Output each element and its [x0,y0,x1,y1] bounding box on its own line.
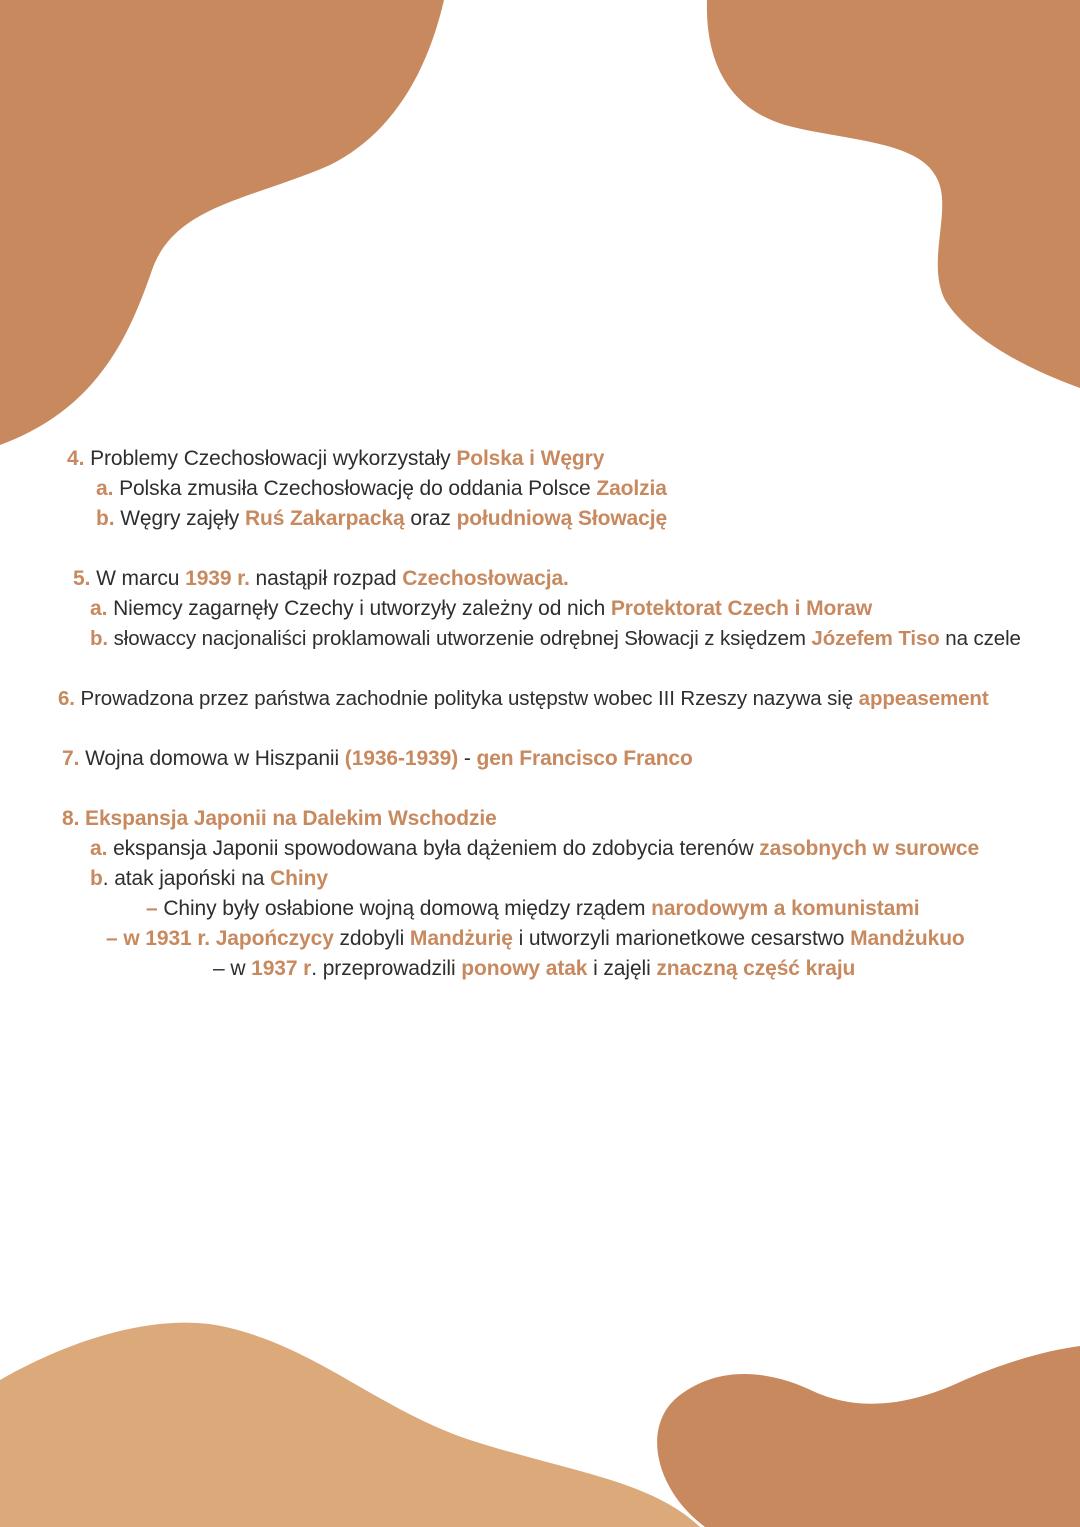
highlight: narodowym a komunistami [651,897,920,920]
text: Niemcy zagarnęły Czechy i utworzyły zależny od nich [107,597,611,620]
highlight: znaczną część kraju [656,957,856,980]
point-5b [90,624,1021,654]
point-8b-dash-3 [213,954,855,984]
highlight: Ruś Zakarpacką [244,507,405,530]
text: Chiny były osłabione wojną domową między rządem [157,897,652,920]
highlight: ponowy atak [461,957,588,980]
text: zdobyli [333,927,410,950]
dash: – [146,897,158,920]
point-5 [73,564,569,594]
highlight: Mandżurię [409,927,513,950]
text: . atak japoński na [102,867,271,890]
point-4 [67,444,604,474]
point-8-title: 8. Ekspansja Japonii na Dalekim Wschodzie [62,807,497,830]
text: Wojna domowa w Hiszpanii [79,747,345,770]
text: ekspansja Japonii spowodowana była dążeniem do zdobycia terenów [107,837,760,860]
sub-number: b. [96,507,115,530]
text: Prowadzona przez państwa zachodnie polityka ustępstw wobec III Rzeszy nazywa się [74,687,859,710]
point-6 [58,684,989,714]
sub-number: b. [90,627,109,650]
text: W marcu [90,567,186,590]
highlight: 1937 r [251,957,312,980]
point-8b-dash-1 [146,894,920,924]
text: i zajęli [587,957,657,980]
highlight: Chiny [270,867,328,890]
highlight: Czechosłowacja. [402,567,569,590]
text: Polska zmusiła Czechosłowację do oddania Polsce [113,477,597,500]
point-8b [90,864,328,894]
text: oraz [404,507,457,530]
highlight: gen Francisco Franco [476,747,693,770]
text: Węgry zajęły [114,507,245,530]
text: na czele [939,627,1021,650]
point-4a [96,474,667,504]
text: i utworzyli marionetkowe cesarstwo [512,927,851,950]
text: - [458,747,477,770]
sub-number: a. [90,597,108,620]
highlight: Protektorat Czech i Moraw [610,597,873,620]
highlight: Mandżukuo [850,927,965,950]
highlight: Józefem Tiso [811,627,940,650]
point-8b-dash-2 [106,924,965,954]
text: Problemy Czechosłowacji wykorzystały [84,447,457,470]
point-number: 4. [67,447,85,470]
highlight: appeasement [858,687,989,710]
sub-number: a. [90,837,108,860]
point-5a [90,594,872,624]
highlight: (1936-1939) [344,747,459,770]
sub-number: b [90,867,103,890]
text: nastąpił rozpad [249,567,403,590]
highlight: południową Słowację [456,507,668,530]
text: . przeprowadzili [311,957,462,980]
text: – w [213,957,252,980]
sub-number: a. [96,477,114,500]
highlight: zasobnych w surowce [759,837,980,860]
highlight: Polska i Węgry [456,447,605,470]
point-7 [62,744,693,774]
highlight: 1939 r. [185,567,250,590]
point-number: 6. [58,687,75,710]
highlight: – w 1931 r. Japończycy [106,927,334,950]
point-8a [90,834,979,864]
text: słowaccy nacjonaliści proklamowali utworzenie odrębnej Słowacji z księdzem [108,627,812,650]
point-number: 5. [73,567,91,590]
highlight: Zaolzia [596,477,667,500]
point-4b [96,504,667,534]
point-number: 7. [62,747,80,770]
